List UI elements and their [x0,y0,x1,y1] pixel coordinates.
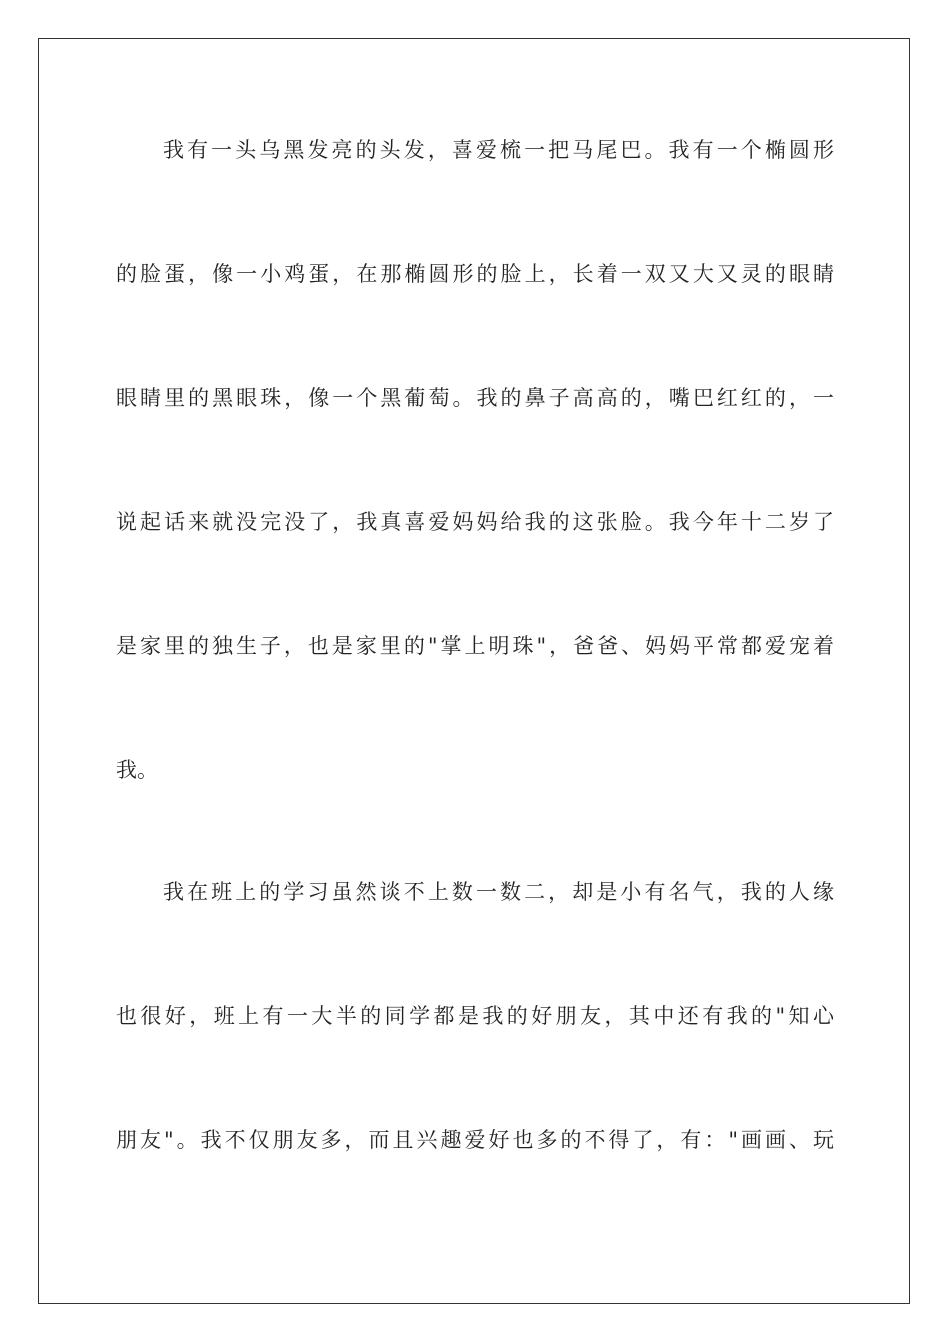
paragraph-2-line-1: 我在班上的学习虽然谈不上数一数二，却是小有名气，我的人缘 [163,880,834,904]
paragraph-1-line-4: 说起话来就没完没了，我真喜爱妈妈给我的这张脸。我今年十二岁了 [116,510,834,534]
paragraph-1-line-3: 眼睛里的黑眼珠，像一个黑葡萄。我的鼻子高高的，嘴巴红红的，一 [116,386,834,410]
paragraph-1-line-5: 是家里的独生子，也是家里的"掌上明珠"，爸爸、妈妈平常都爱宠着 [116,634,834,658]
paragraph-1-line-2: 的脸蛋，像一小鸡蛋，在那椭圆形的脸上，长着一双又大又灵的眼睛 [116,262,834,286]
paragraph-1-line-6: 我。 [116,758,158,782]
paragraph-2-line-3: 朋友"。我不仅朋友多，而且兴趣爱好也多的不得了，有："画画、玩 [116,1128,834,1152]
paragraph-2-line-2: 也很好，班上有一大半的同学都是我的好朋友，其中还有我的"知心 [116,1004,834,1028]
paragraph-1-line-1: 我有一头乌黑发亮的头发，喜爱梳一把马尾巴。我有一个椭圆形 [163,138,834,162]
page-frame [38,38,910,1304]
